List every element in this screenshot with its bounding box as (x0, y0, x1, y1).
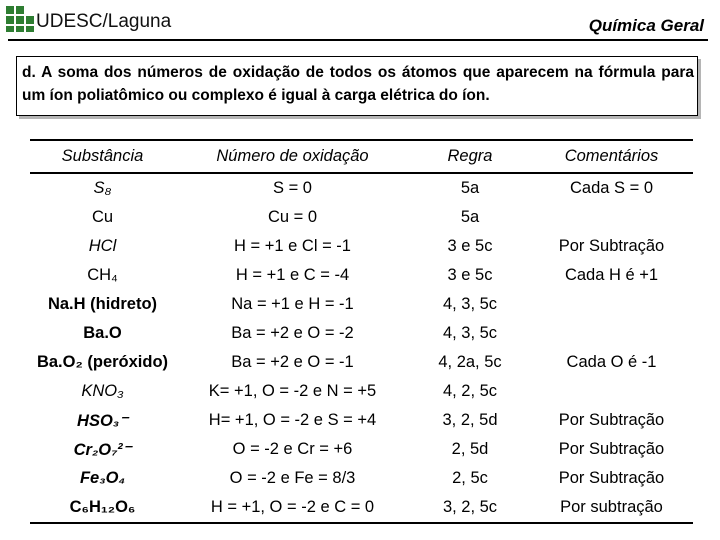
oxidation-cell: H = +1 e C = -4 (235, 266, 350, 284)
substance-cell: HSO₃⁻ (77, 411, 128, 430)
header-oxidation-number: Número de oxidação (175, 140, 410, 173)
slide-header (0, 0, 720, 40)
table-row (30, 377, 693, 406)
rule-cell: 4, 2a, 5c (438, 353, 502, 371)
table-row (30, 435, 693, 464)
oxidation-cell: H = +1 e Cl = -1 (234, 237, 351, 255)
substance-cell: KNO₃ (81, 382, 124, 400)
rule-cell: 2, 5d (451, 440, 489, 458)
substance-cell: S₈ (93, 179, 112, 197)
table-row (30, 319, 693, 348)
oxidation-cell: Cu = 0 (267, 208, 318, 226)
table-row (30, 348, 693, 377)
rule-cell: 4, 3, 5c (442, 324, 498, 342)
substance-cell: Fe₃O₄ (79, 469, 126, 487)
table-row (30, 464, 693, 493)
substance-cell: Cr₂O₇²⁻ (73, 440, 132, 459)
comment-cell (530, 290, 693, 319)
comment-cell (530, 203, 693, 232)
rule-cell: 4, 3, 5c (442, 295, 498, 313)
oxidation-table (30, 139, 693, 524)
substance-cell: Na.H (hidreto) (47, 295, 158, 313)
table-row (30, 173, 693, 203)
comment-cell: Cada O é -1 (566, 353, 657, 371)
comment-cell: Por Subtração (558, 469, 665, 487)
rule-text: d. A soma dos números de oxidação de todos os átomos que aparecem na fórmula para um íon poliatômico ou complexo é igual à carga elétrica do íon. (22, 64, 694, 104)
rule-cell: 3, 2, 5c (410, 493, 530, 523)
header-divider (8, 39, 708, 41)
header-rule: Regra (410, 140, 530, 173)
substance-cell: HCl (88, 237, 117, 255)
rule-cell: 4, 2, 5c (442, 382, 498, 400)
table-row (30, 290, 693, 319)
comment-cell: Por Subtração (558, 440, 665, 458)
table-row (30, 203, 693, 232)
oxidation-cell: S = 0 (273, 179, 312, 197)
substance-cell: Cu (91, 208, 114, 226)
table-row (30, 261, 693, 290)
rule-cell: 2, 5c (452, 469, 488, 487)
oxidation-cell: O = -2 e Fe = 8/3 (229, 469, 356, 487)
comment-cell (530, 377, 693, 406)
table-header-row (30, 140, 693, 173)
oxidation-cell: K= +1, O = -2 e N = +5 (208, 382, 377, 400)
comment-cell: Por Subtração (558, 237, 665, 255)
substance-cell: C₆H₁₂O₆ (30, 493, 175, 523)
udesc-logo-icon (6, 6, 34, 32)
comment-cell (530, 319, 693, 348)
oxidation-cell: O = -2 e Cr = +6 (232, 440, 353, 458)
rule-box (16, 56, 698, 116)
oxidation-cell: H = +1, O = -2 e C = 0 (175, 493, 410, 523)
comment-cell: Por Subtração (558, 411, 665, 429)
rule-cell: 3 e 5c (447, 266, 493, 284)
header-substance: Substância (30, 140, 175, 173)
substance-cell: Ba.O (83, 324, 122, 342)
rule-cell: 3, 2, 5d (442, 411, 498, 429)
oxidation-cell: Ba = +2 e O = -2 (231, 324, 354, 342)
table-row (30, 406, 693, 435)
comment-cell: Cada S = 0 (569, 179, 653, 197)
oxidation-cell: Ba = +2 e O = -1 (231, 353, 354, 371)
rule-cell: 5a (460, 208, 480, 226)
institution-name: UDESC/Laguna (36, 11, 172, 32)
substance-cell: Ba.O₂ (peróxido) (36, 353, 169, 371)
substance-cell: CH₄ (87, 266, 118, 284)
course-title: Química Geral (588, 16, 704, 35)
rule-cell: 5a (460, 179, 480, 197)
comment-cell: Cada H é +1 (564, 266, 659, 284)
oxidation-cell: Na = +1 e H = -1 (231, 295, 354, 313)
header-comments: Comentários (530, 140, 693, 173)
comment-cell: Por subtração (530, 493, 693, 523)
rule-cell: 3 e 5c (447, 237, 493, 255)
table-row (30, 232, 693, 261)
table-row (30, 493, 693, 523)
oxidation-cell: H= +1, O = -2 e S = +4 (208, 411, 377, 429)
